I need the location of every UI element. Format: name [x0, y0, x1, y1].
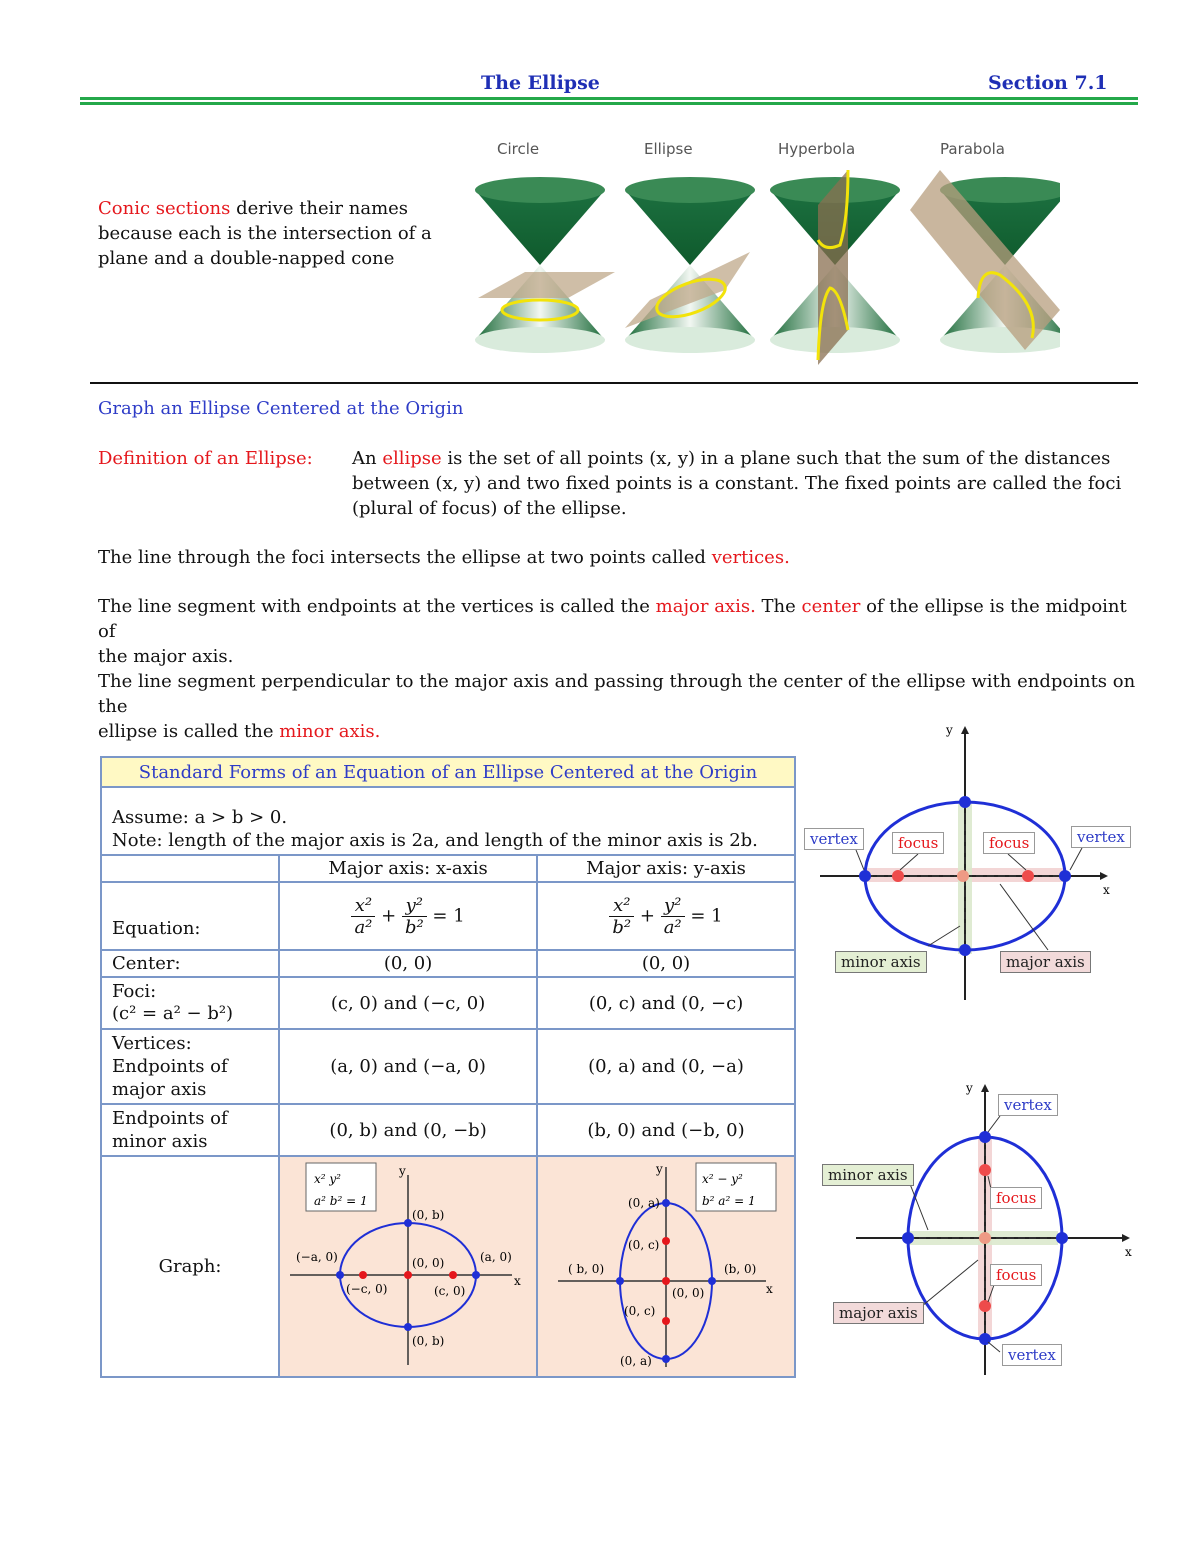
diagram1-vertex-left: vertex: [804, 828, 864, 850]
major-axis-paragraph: The line segment with endpoints at the vertices is called the major axis. The center of the ellipse is the midpoint of the major axis.: [98, 596, 1127, 667]
table-row: [101, 882, 795, 950]
mini-y-c: (0, c): [628, 1238, 660, 1252]
graph-y-cell: [537, 1156, 795, 1377]
svg-text:x² y²: x² y²: [314, 1172, 342, 1186]
hyperbola-cone: [770, 170, 900, 365]
col-header-y: Major axis: y-axis: [537, 855, 795, 882]
page-title: The Ellipse: [481, 72, 600, 94]
mini-y-axis-label: y: [399, 1164, 406, 1178]
mini-graph-x-axis: [280, 1157, 534, 1371]
diagram2-vertex-top: vertex: [998, 1094, 1058, 1116]
mini-x-bottom: (0, b): [412, 1334, 445, 1348]
table-header-row: [101, 855, 795, 882]
conic-term: Conic sections: [98, 198, 231, 219]
equation-y: $\frac{\text{x²}}{\text{b²}}$ + $\frac{\text{y²}}{\text{a²}}$ = 1: [537, 882, 795, 950]
table-row: [101, 1104, 795, 1156]
table-title-row: [101, 757, 795, 787]
definition-label: Definition of an Ellipse:: [98, 448, 313, 469]
mini-x-axis-label: x: [514, 1274, 521, 1288]
mini-y-right: (b, 0): [724, 1262, 757, 1276]
mini-y-y-label: y: [656, 1162, 663, 1176]
diagram2-vertex-bottom: vertex: [1002, 1344, 1062, 1366]
diagram2-y-label: y: [966, 1081, 973, 1095]
ellipse-diagram-vertical: [850, 1080, 1135, 1380]
table-row: [101, 950, 795, 977]
mini-x-top: (0, b): [412, 1208, 445, 1222]
diagram1-major-axis: major axis: [1000, 951, 1091, 973]
header-rule-top: [80, 97, 1138, 100]
cone-label-parabola: Parabola: [940, 140, 1005, 158]
header-rule-bottom: [80, 102, 1138, 105]
svg-text:x² − y²: x² − y²: [702, 1172, 743, 1186]
section-heading: Graph an Ellipse Centered at the Origin: [98, 398, 464, 419]
vertices-paragraph: The line through the foci intersects the ellipse at two points called vertices.: [98, 547, 790, 568]
mini-y-negc: (0, c): [624, 1304, 656, 1318]
cone-label-ellipse: Ellipse: [644, 140, 693, 158]
table-row: [101, 977, 795, 1029]
row-label-foci: Foci: (c² = a² − b²): [101, 977, 279, 1029]
mini-y-x-label: x: [766, 1282, 773, 1296]
foci-y: (0, c) and (0, −c): [537, 977, 795, 1029]
row-label-graph: Graph:: [101, 1156, 279, 1377]
foci-x: (c, 0) and (−c, 0): [279, 977, 537, 1029]
svg-text:a² b² = 1: a² b² = 1: [314, 1194, 368, 1208]
intro-text: Conic sections derive their names because each is the intersection of a plane and a double-napped cone: [98, 198, 432, 269]
mini-x-c: (c, 0): [434, 1284, 466, 1298]
mini-y-center: (0, 0): [672, 1286, 705, 1300]
vertices-x: (a, 0) and (−a, 0): [279, 1029, 537, 1104]
graph-x-cell: [279, 1156, 537, 1377]
mini-x-left: (−a, 0): [296, 1250, 338, 1264]
mini-x-right: (a, 0): [480, 1250, 512, 1264]
diagram2-major-axis: major axis: [833, 1302, 924, 1324]
minor-x: (0, b) and (0, −b): [279, 1104, 537, 1156]
mini-y-left: ( b, 0): [568, 1262, 605, 1276]
vertices-y: (0, a) and (0, −a): [537, 1029, 795, 1104]
mini-x-center: (0, 0): [412, 1256, 445, 1270]
diagram1-vertex-right: vertex: [1071, 826, 1131, 848]
center-x: (0, 0): [279, 950, 537, 977]
parabola-cone: [910, 170, 1060, 353]
table-row: [101, 1029, 795, 1104]
svg-text:b² a² = 1: b² a² = 1: [702, 1194, 756, 1208]
diagram1-x-label: x: [1103, 883, 1110, 897]
row-label-vertices: Vertices: Endpoints of major axis: [101, 1029, 279, 1104]
mini-y-bottom: (0, a): [620, 1354, 652, 1368]
mini-x-negc: (−c, 0): [346, 1282, 388, 1296]
table-row: [101, 1156, 795, 1377]
equation-x: $\frac{\text{x²}}{\text{a²}}$ + $\frac{\text{y²}}{\text{b²}}$ = 1: [279, 882, 537, 950]
minor-axis-paragraph: The line segment perpendicular to the major axis and passing through the center of the ellipse with endpoints on the ellipse is called the minor axis.: [98, 671, 1136, 742]
major-axis-term: major axis.: [655, 596, 756, 617]
diagram1-focus-right: focus: [983, 832, 1035, 854]
col-header-x: Major axis: x-axis: [279, 855, 537, 882]
minor-y: (b, 0) and (−b, 0): [537, 1104, 795, 1156]
standard-forms-table: [100, 756, 796, 1378]
diagram1-minor-axis: minor axis: [835, 951, 927, 973]
conic-sections-illustration: [440, 160, 1060, 375]
section-number: Section 7.1: [988, 72, 1108, 94]
diagram2-focus-bottom: focus: [990, 1264, 1042, 1286]
table-note: Note: length of the major axis is 2a, and length of the minor axis is 2b.: [112, 830, 758, 851]
row-label-center: Center:: [101, 950, 279, 977]
diagram2-x-label: x: [1125, 1245, 1132, 1259]
cone-label-circle: Circle: [497, 140, 540, 158]
table-title: Standard Forms of an Equation of an Ellipse Centered at the Origin: [101, 757, 795, 787]
row-label-equation: Equation:: [101, 882, 279, 950]
row-label-minor: Endpoints of minor axis: [101, 1104, 279, 1156]
ellipse-cone: [625, 177, 755, 353]
table-assume: Assume: a > b > 0.: [112, 807, 288, 828]
center-y: (0, 0): [537, 950, 795, 977]
minor-axis-term: minor axis.: [279, 721, 381, 742]
diagram1-y-label: y: [946, 723, 953, 737]
section-divider: [90, 382, 1138, 384]
mini-y-top: (0, a): [628, 1196, 660, 1210]
circle-cone: [475, 177, 615, 353]
definition-text: An ellipse is the set of all points (x, y) in a plane such that the sum of the distances between (x, y) and two fixed points is a constant. The fixed points are called the foci (plural of focus) of the ellipse.: [352, 448, 1122, 519]
mini-graph-y-axis: [538, 1157, 792, 1371]
center-term: center: [801, 596, 861, 617]
ellipse-term: ellipse: [382, 448, 442, 469]
diagram2-focus-top: focus: [990, 1187, 1042, 1209]
diagram2-minor-axis: minor axis: [822, 1164, 914, 1186]
diagram1-focus-left: focus: [892, 832, 944, 854]
vertices-term: vertices.: [711, 547, 790, 568]
cone-label-hyperbola: Hyperbola: [778, 140, 856, 158]
table-assume-row: [101, 787, 795, 855]
